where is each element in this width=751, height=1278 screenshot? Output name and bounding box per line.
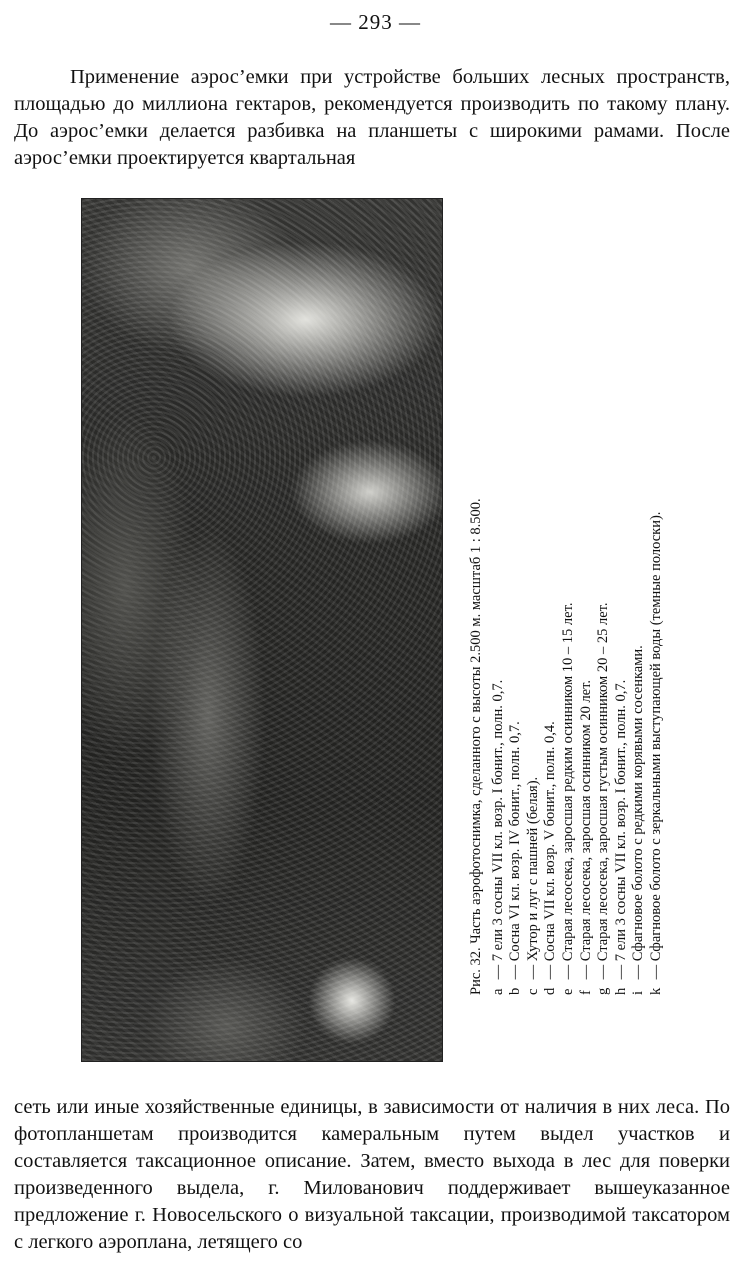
page-number: — 293 — (330, 10, 421, 34)
legend-text: — 7 ели 3 сосны VII кл. возр. I бонит., полн. 0,7. (489, 679, 506, 983)
legend-text: — Хутор и луг с пашней (белая). (524, 776, 541, 983)
legend-key: e (559, 988, 576, 995)
legend-key: k (647, 987, 664, 995)
legend-text: — Старая лесосека, заросшая редким осинником 10 – 15 лет. (559, 602, 576, 983)
legend-text: — Сфагновое болото с зеркальными выступающей воды (темные полоски). (647, 511, 664, 983)
legend-item (560, 315, 578, 995)
legend-text: — 7 ели 3 сосны VII кл. возр. I бонит., полн. 0,7. (612, 679, 629, 983)
legend-key: h (612, 987, 629, 995)
legend-item (613, 315, 631, 995)
legend-item (507, 315, 525, 995)
legend-key: a (489, 988, 506, 995)
legend-text: — Сосна VI кл. возр. IV бонит., полн. 0,7. (507, 721, 524, 983)
legend-text: — Старая лесосека, заросшая осинником 20 лет. (577, 680, 594, 983)
legend-item (578, 315, 596, 995)
caption-title: Рис. 32. Часть аэрофотоснимка, сделанного с высоты 2.500 м. масштаб 1 : 8.500. (468, 498, 484, 995)
legend-key: b (507, 987, 524, 995)
legend-key: i (630, 990, 647, 995)
aerial-photograph (81, 198, 443, 1062)
legend-key: g (595, 987, 612, 995)
legend-key: d (542, 987, 559, 995)
legend-item (595, 315, 613, 995)
figure-caption (468, 315, 688, 995)
legend-key: c (524, 988, 541, 995)
paragraph-bottom: сеть или иные хозяйственные единицы, в зависимости от наличия в них леса. По фотопланшетам производится камеральным путем выдел участков и составляется таксационное описание. Затем, вместо выхода в лес для поверки произведенного выдела, г. Милованович поддерживает вышеуказанное предложение г. Новосельского о визуальной таксации, производимой таксатором с легкого аэроплана, летящего со (14, 1096, 730, 1253)
legend-item (490, 315, 508, 995)
legend-text: — Старая лесосека, заросшая густым осинником 20 – 25 лет. (595, 602, 612, 983)
legend-text: — Сфагновое болото с редкими корявыми сосенками. (630, 645, 647, 983)
legend-text: — Сосна VII кл. возр. V бонит., полн. 0,4. (542, 721, 559, 983)
legend-list (490, 315, 666, 995)
legend-item (542, 315, 560, 995)
legend-item (630, 315, 648, 995)
legend-key: f (577, 990, 594, 995)
legend-item (525, 315, 543, 995)
legend-item (648, 315, 666, 995)
paragraph-top: Применение аэрос’емки при устройстве больших лесных пространств, площадью до миллиона гектаров, рекомендуется производить по такому плану. До аэрос’емки делается разбивка на планшеты с широкими рамами. После аэрос’емки проектируется квартальная (14, 66, 730, 169)
